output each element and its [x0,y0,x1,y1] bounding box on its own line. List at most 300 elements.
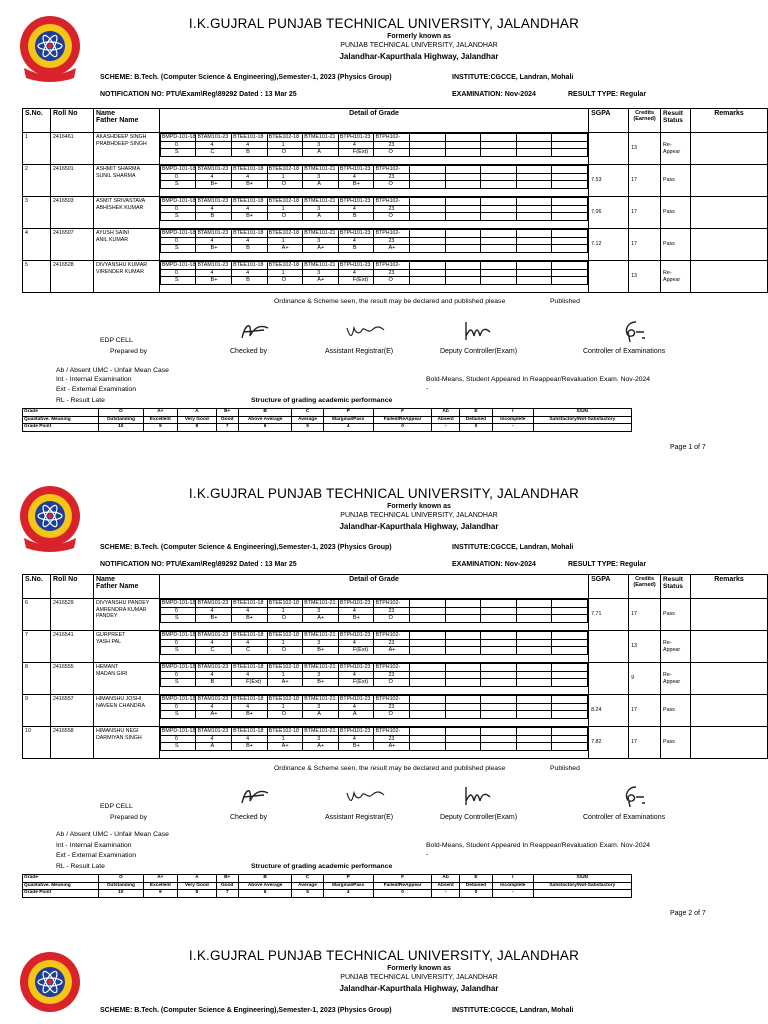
grade-detail [160,727,588,751]
subject-credit: 4 [196,671,232,679]
empty-cell [516,735,552,743]
empty-cell [481,639,517,647]
grade-cell [159,695,588,727]
empty-cell [410,607,446,615]
student-sno: 6 [23,599,51,631]
subject-credit: 23 [374,173,410,181]
subject-credit: 4 [232,173,268,181]
empty-cell [516,639,552,647]
subject-grade: F(Ext) [232,679,268,687]
subject-grade: A+ [303,615,339,623]
grade-meaning: Detained [459,416,492,424]
empty-cell [410,728,446,736]
grade-meaning: Satisfactory/Not-Satisfactory [533,416,631,424]
subject-grade: S [160,743,196,751]
subject-code: BTAM101-23 [196,600,232,608]
subject-credit: 4 [338,735,374,743]
grade-point: 9 [143,890,177,898]
subject-grade: O [374,277,410,285]
student-roll: 2416528 [50,261,93,293]
empty-cell [410,149,446,157]
subject-code: BTEE102-18 [267,664,303,672]
checked-signature-icon [238,318,272,344]
grade-meaning: Satisfactory/Not-Satisfactory [533,882,631,890]
subject-code: BTEE102-18 [267,262,303,270]
student-roll: 2416555 [50,663,93,695]
grade-cell [159,599,588,631]
subject-credit: 4 [338,269,374,277]
subject-code: BTEE102-18 [267,166,303,174]
student-remarks [691,229,768,261]
subject-code: BTPH102- [374,230,410,238]
subject-credit: 4 [196,173,232,181]
student-name-cell [93,133,159,165]
legend-internal: Int - Internal Examination [56,842,132,849]
grade-meaning: Absent [432,882,460,890]
grade-value: I [493,409,533,417]
student-father: PRABHDEEP SINGH [95,140,147,147]
student-result: Pass [661,695,691,727]
scheme-text: SCHEME: B.Tech. (Computer Science & Engineering),Semester-1, 2023 (Physics Group) [100,544,392,551]
formerly-name: PUNJAB TECHNICAL UNIVERSITY, JALANDHAR [340,512,498,519]
subject-code: BMPD-101-18 [161,600,196,606]
grade-value: A [178,875,217,883]
subject-grade: O [374,615,410,623]
scheme-text: SCHEME: B.Tech. (Computer Science & Engineering),Semester-1, 2023 (Physics Group) [100,74,392,81]
empty-cell [481,166,517,174]
subject-credit: 0 [160,607,196,615]
subject-code: BTEE101-18 [232,230,268,238]
subject-credit: 23 [374,141,410,149]
subject-credit: 23 [374,639,410,647]
grade-value: B+ [216,409,238,417]
subject-grade: O [374,149,410,157]
grade-cell [159,663,588,695]
table-row [23,727,768,759]
student-roll: 2416501 [50,165,93,197]
subject-credit: 1 [267,237,303,245]
student-name-cell [93,599,159,631]
header-credits: Credits (Earned) [629,109,661,133]
empty-cell [516,237,552,245]
subject-code: BTME101-21 [303,166,339,174]
subject-credit: 1 [267,703,303,711]
table-row [23,165,768,197]
empty-cell [552,647,588,655]
table-row [23,663,768,695]
student-father: DARMIYAN SINGH [95,734,142,741]
student-result: Re-Appear [661,261,691,293]
grade-value: O [99,875,144,883]
subject-code: BMPD-101-18 [161,696,196,702]
subject-credit: 4 [196,735,232,743]
subject-grade: S [160,149,196,157]
empty-cell [481,647,517,655]
scale-row-label: Grade Point [23,890,99,898]
grade-detail [160,599,588,623]
subject-credit: 4 [232,735,268,743]
subject-code: BTPH102- [374,664,410,672]
subject-credit: 3 [303,703,339,711]
subject-credit: 3 [303,205,339,213]
grade-meaning: Average [292,416,323,424]
empty-cell [481,711,517,719]
grade-cell [159,133,588,165]
grade-value: O [99,409,144,417]
subject-credit: 0 [160,237,196,245]
grade-value: C [292,875,323,883]
subject-grade: A+ [303,277,339,285]
subject-credit: 1 [267,269,303,277]
grade-value: C [292,409,323,417]
empty-cell [410,735,446,743]
subject-credit: 4 [196,269,232,277]
grade-meaning: Average [292,882,323,890]
empty-cell [445,205,481,213]
controller-label: Controller of Examinations [583,814,666,821]
subject-grade: A [303,213,339,221]
grade-point: 7 [216,424,238,432]
notification-text: NOTIFICATION NO: PTU\Exam\Reg\89292 Dated : 13 Mar 25 [100,561,297,568]
grading-structure-title: Structure of grading academic performance [251,863,393,870]
student-remarks [691,663,768,695]
empty-cell [445,230,481,238]
subject-grade: F(Ext) [338,277,374,285]
header-name [93,575,159,599]
student-credits: 17 [629,727,661,759]
header-name-label: Name [95,576,116,583]
subject-credit: 23 [374,735,410,743]
formerly-label: Formerly known as [387,503,451,510]
empty-cell [410,615,446,623]
grade-detail [160,663,588,687]
subject-code: BMPD-101-18 [161,166,196,172]
subject-credit: 3 [303,141,339,149]
university-address: Jalandhar-Kapurthala Highway, Jalandhar [339,52,499,61]
subject-grade: C [196,149,232,157]
subject-grade: B+ [338,615,374,623]
scheme-text: SCHEME: B.Tech. (Computer Science & Engineering),Semester-1, 2023 (Physics Group) [100,1007,392,1014]
subject-credit: 4 [232,269,268,277]
subject-code: BTPH101-23 [338,664,374,672]
subject-grade: O [267,181,303,189]
empty-cell [516,269,552,277]
student-name: DIVYANSHU KUMAR [95,262,148,268]
grade-value: S/UN [533,409,631,417]
institute-text: INSTITUTE:CGCCE, Landran, Mohali [452,74,574,81]
empty-cell [552,735,588,743]
student-sgpa [589,261,629,293]
table-header-row [23,575,768,599]
subject-credit: 23 [374,607,410,615]
empty-cell [552,245,588,253]
subject-credit: 0 [160,269,196,277]
grade-point: - [432,424,460,432]
subject-credit: 1 [267,735,303,743]
page-number: Page 1 of 7 [670,444,706,451]
subject-credit: 0 [160,173,196,181]
subject-code: BTME101-21 [303,600,339,608]
subject-code: BTAM101-23 [196,728,232,736]
grade-meaning: Failed/ReAppear [373,882,431,890]
dash-text: - [426,851,429,858]
subject-credit: 4 [232,639,268,647]
subject-code: BTEE102-18 [267,632,303,640]
student-remarks [691,133,768,165]
subject-grade: C [196,647,232,655]
empty-cell [552,198,588,206]
subject-code: BMPD-101-18 [161,664,196,670]
subject-code: BTPH102- [374,262,410,270]
empty-cell [410,639,446,647]
student-sno: 9 [23,695,51,727]
subject-credit: 4 [338,141,374,149]
header-result: Result Status [661,109,691,133]
subject-credit: 1 [267,639,303,647]
table-row [23,261,768,293]
empty-cell [445,728,481,736]
empty-cell [445,213,481,221]
subject-grade: O [267,213,303,221]
subject-code: BTAM101-23 [196,198,232,206]
student-name-cell [93,631,159,663]
grading-scale-table [22,408,632,432]
formerly-name: PUNJAB TECHNICAL UNIVERSITY, JALANDHAR [340,974,498,981]
student-sno: 10 [23,727,51,759]
empty-cell [410,671,446,679]
empty-cell [552,664,588,672]
university-address: Jalandhar-Kapurthala Highway, Jalandhar [339,522,499,531]
subject-credit: 4 [196,703,232,711]
subject-credit: 1 [267,205,303,213]
empty-cell [445,711,481,719]
empty-cell [552,230,588,238]
subject-credit: 0 [160,639,196,647]
student-sgpa [589,631,629,663]
empty-cell [481,632,517,640]
student-roll: 2416503 [50,197,93,229]
empty-cell [445,269,481,277]
empty-cell [410,166,446,174]
student-remarks [691,165,768,197]
student-sgpa: 7.06 [589,197,629,229]
empty-cell [481,735,517,743]
grade-point: 5 [292,890,323,898]
subject-credit: 23 [374,703,410,711]
grading-structure-title: Structure of grading academic performance [251,397,393,404]
ordinance-text: Ordinance & Scheme seen, the result may be declared and published please [274,298,506,305]
empty-cell [516,711,552,719]
scale-row-label: Grade [23,409,99,417]
legend-external: Ext - External Examination [56,386,137,393]
subject-grade: O [374,711,410,719]
dash-text: - [426,385,429,392]
empty-cell [481,141,517,149]
student-name-cell [93,695,159,727]
student-credits: 17 [629,229,661,261]
grade-value: P [323,409,373,417]
subject-grade: A [303,149,339,157]
table-row [23,229,768,261]
student-name: AYUSH SAINI [95,230,130,236]
empty-cell [410,213,446,221]
subject-grade: B [232,277,268,285]
grade-cell [159,727,588,759]
subject-code: BTPH102- [374,166,410,174]
grade-meaning: Very Good [178,882,217,890]
empty-cell [410,679,446,687]
empty-cell [410,181,446,189]
empty-cell [445,664,481,672]
empty-cell [445,134,481,142]
student-father: MADAN GIRI [95,670,128,677]
deputy-controller-label: Deputy Controller(Exam) [440,814,518,821]
subject-code: BTEE101-18 [232,134,268,142]
legend-result-late: RL - Result Late [56,863,105,870]
university-title: I.K.GUJRAL PUNJAB TECHNICAL UNIVERSITY, JALANDHAR [188,948,580,963]
student-name-cell [93,261,159,293]
subject-grade: B [196,679,232,687]
subject-grade: B [196,213,232,221]
subject-code: BTEE101-18 [232,166,268,174]
subject-grade: A+ [303,245,339,253]
empty-cell [445,149,481,157]
subject-code: BTPH101-23 [338,632,374,640]
empty-cell [445,615,481,623]
subject-code: BTME101-21 [303,134,339,142]
empty-cell [481,181,517,189]
student-remarks [691,599,768,631]
empty-cell [481,134,517,142]
student-name: DIVYANSHU PANDEY [95,600,150,606]
empty-cell [445,277,481,285]
subject-grade: B+ [232,213,268,221]
empty-cell [552,166,588,174]
subject-credit: 4 [232,671,268,679]
subject-grade: B+ [303,647,339,655]
subject-code: BTME101-21 [303,198,339,206]
table-row [23,599,768,631]
empty-cell [552,173,588,181]
student-roll: 2416529 [50,599,93,631]
empty-cell [445,237,481,245]
subject-credit: 3 [303,671,339,679]
empty-cell [410,703,446,711]
header-detail: Detail of Grade [159,575,588,599]
empty-cell [481,703,517,711]
empty-cell [552,149,588,157]
empty-cell [552,703,588,711]
notification-text: NOTIFICATION NO: PTU\Exam\Reg\89292 Dated : 13 Mar 25 [100,91,297,98]
header-result: Result Status [661,575,691,599]
empty-cell [481,615,517,623]
subject-code: BTEE101-18 [232,262,268,270]
subject-credit: 3 [303,173,339,181]
empty-cell [481,269,517,277]
table-row [23,631,768,663]
grade-cell [159,631,588,663]
grade-point: 8 [178,890,217,898]
subject-credit: 23 [374,205,410,213]
student-sno: 7 [23,631,51,663]
subject-credit: 0 [160,735,196,743]
empty-cell [410,262,446,270]
subject-code: BTAM101-23 [196,230,232,238]
grade-point: 0 [373,424,431,432]
student-sgpa: 8.24 [589,695,629,727]
empty-cell [445,262,481,270]
edp-cell-label: EDP CELL [100,337,133,344]
empty-cell [516,743,552,751]
student-remarks [691,631,768,663]
empty-cell [552,639,588,647]
subject-credit: 4 [338,639,374,647]
empty-cell [445,743,481,751]
subject-code: BTEE102-18 [267,600,303,608]
empty-cell [410,277,446,285]
empty-cell [516,262,552,270]
subject-grade: S [160,277,196,285]
subject-code: BTME101-21 [303,696,339,704]
empty-cell [481,696,517,704]
subject-credit: 1 [267,671,303,679]
grade-cell [159,165,588,197]
empty-cell [516,205,552,213]
subject-grade: F(Ext) [338,679,374,687]
subject-credit: 3 [303,607,339,615]
empty-cell [552,269,588,277]
subject-code: BTEE101-18 [232,696,268,704]
empty-cell [481,607,517,615]
subject-credit: 4 [232,237,268,245]
subject-grade: B+ [338,181,374,189]
grade-point: 9 [143,424,177,432]
empty-cell [445,600,481,608]
empty-cell [552,615,588,623]
student-sno: 4 [23,229,51,261]
checked-by-label: Checked by [230,814,267,821]
student-name-cell [93,229,159,261]
subject-credit: 4 [196,237,232,245]
empty-cell [516,647,552,655]
subject-code: BTAM101-23 [196,696,232,704]
empty-cell [410,711,446,719]
subject-credit: 3 [303,269,339,277]
empty-cell [410,743,446,751]
subject-grade: B+ [232,615,268,623]
examination-text: EXAMINATION: Nov-2024 [452,91,536,98]
empty-cell [516,173,552,181]
empty-cell [481,671,517,679]
subject-grade: O [374,213,410,221]
subject-grade: A+ [267,743,303,751]
grade-value: F [373,409,431,417]
grade-point [533,424,631,432]
header-sno: S.No. [23,109,51,133]
grade-value: B [238,875,292,883]
header-sno: S.No. [23,575,51,599]
subject-code: BTPH102- [374,198,410,206]
empty-cell [445,696,481,704]
empty-cell [481,600,517,608]
grade-value: A+ [143,409,177,417]
scale-row-label: Qualitative. Meaning [23,882,99,890]
grade-point: 6 [238,424,292,432]
empty-cell [410,664,446,672]
header-remarks: Remarks [691,575,768,599]
student-credits: 17 [629,197,661,229]
formerly-label: Formerly known as [387,965,451,972]
